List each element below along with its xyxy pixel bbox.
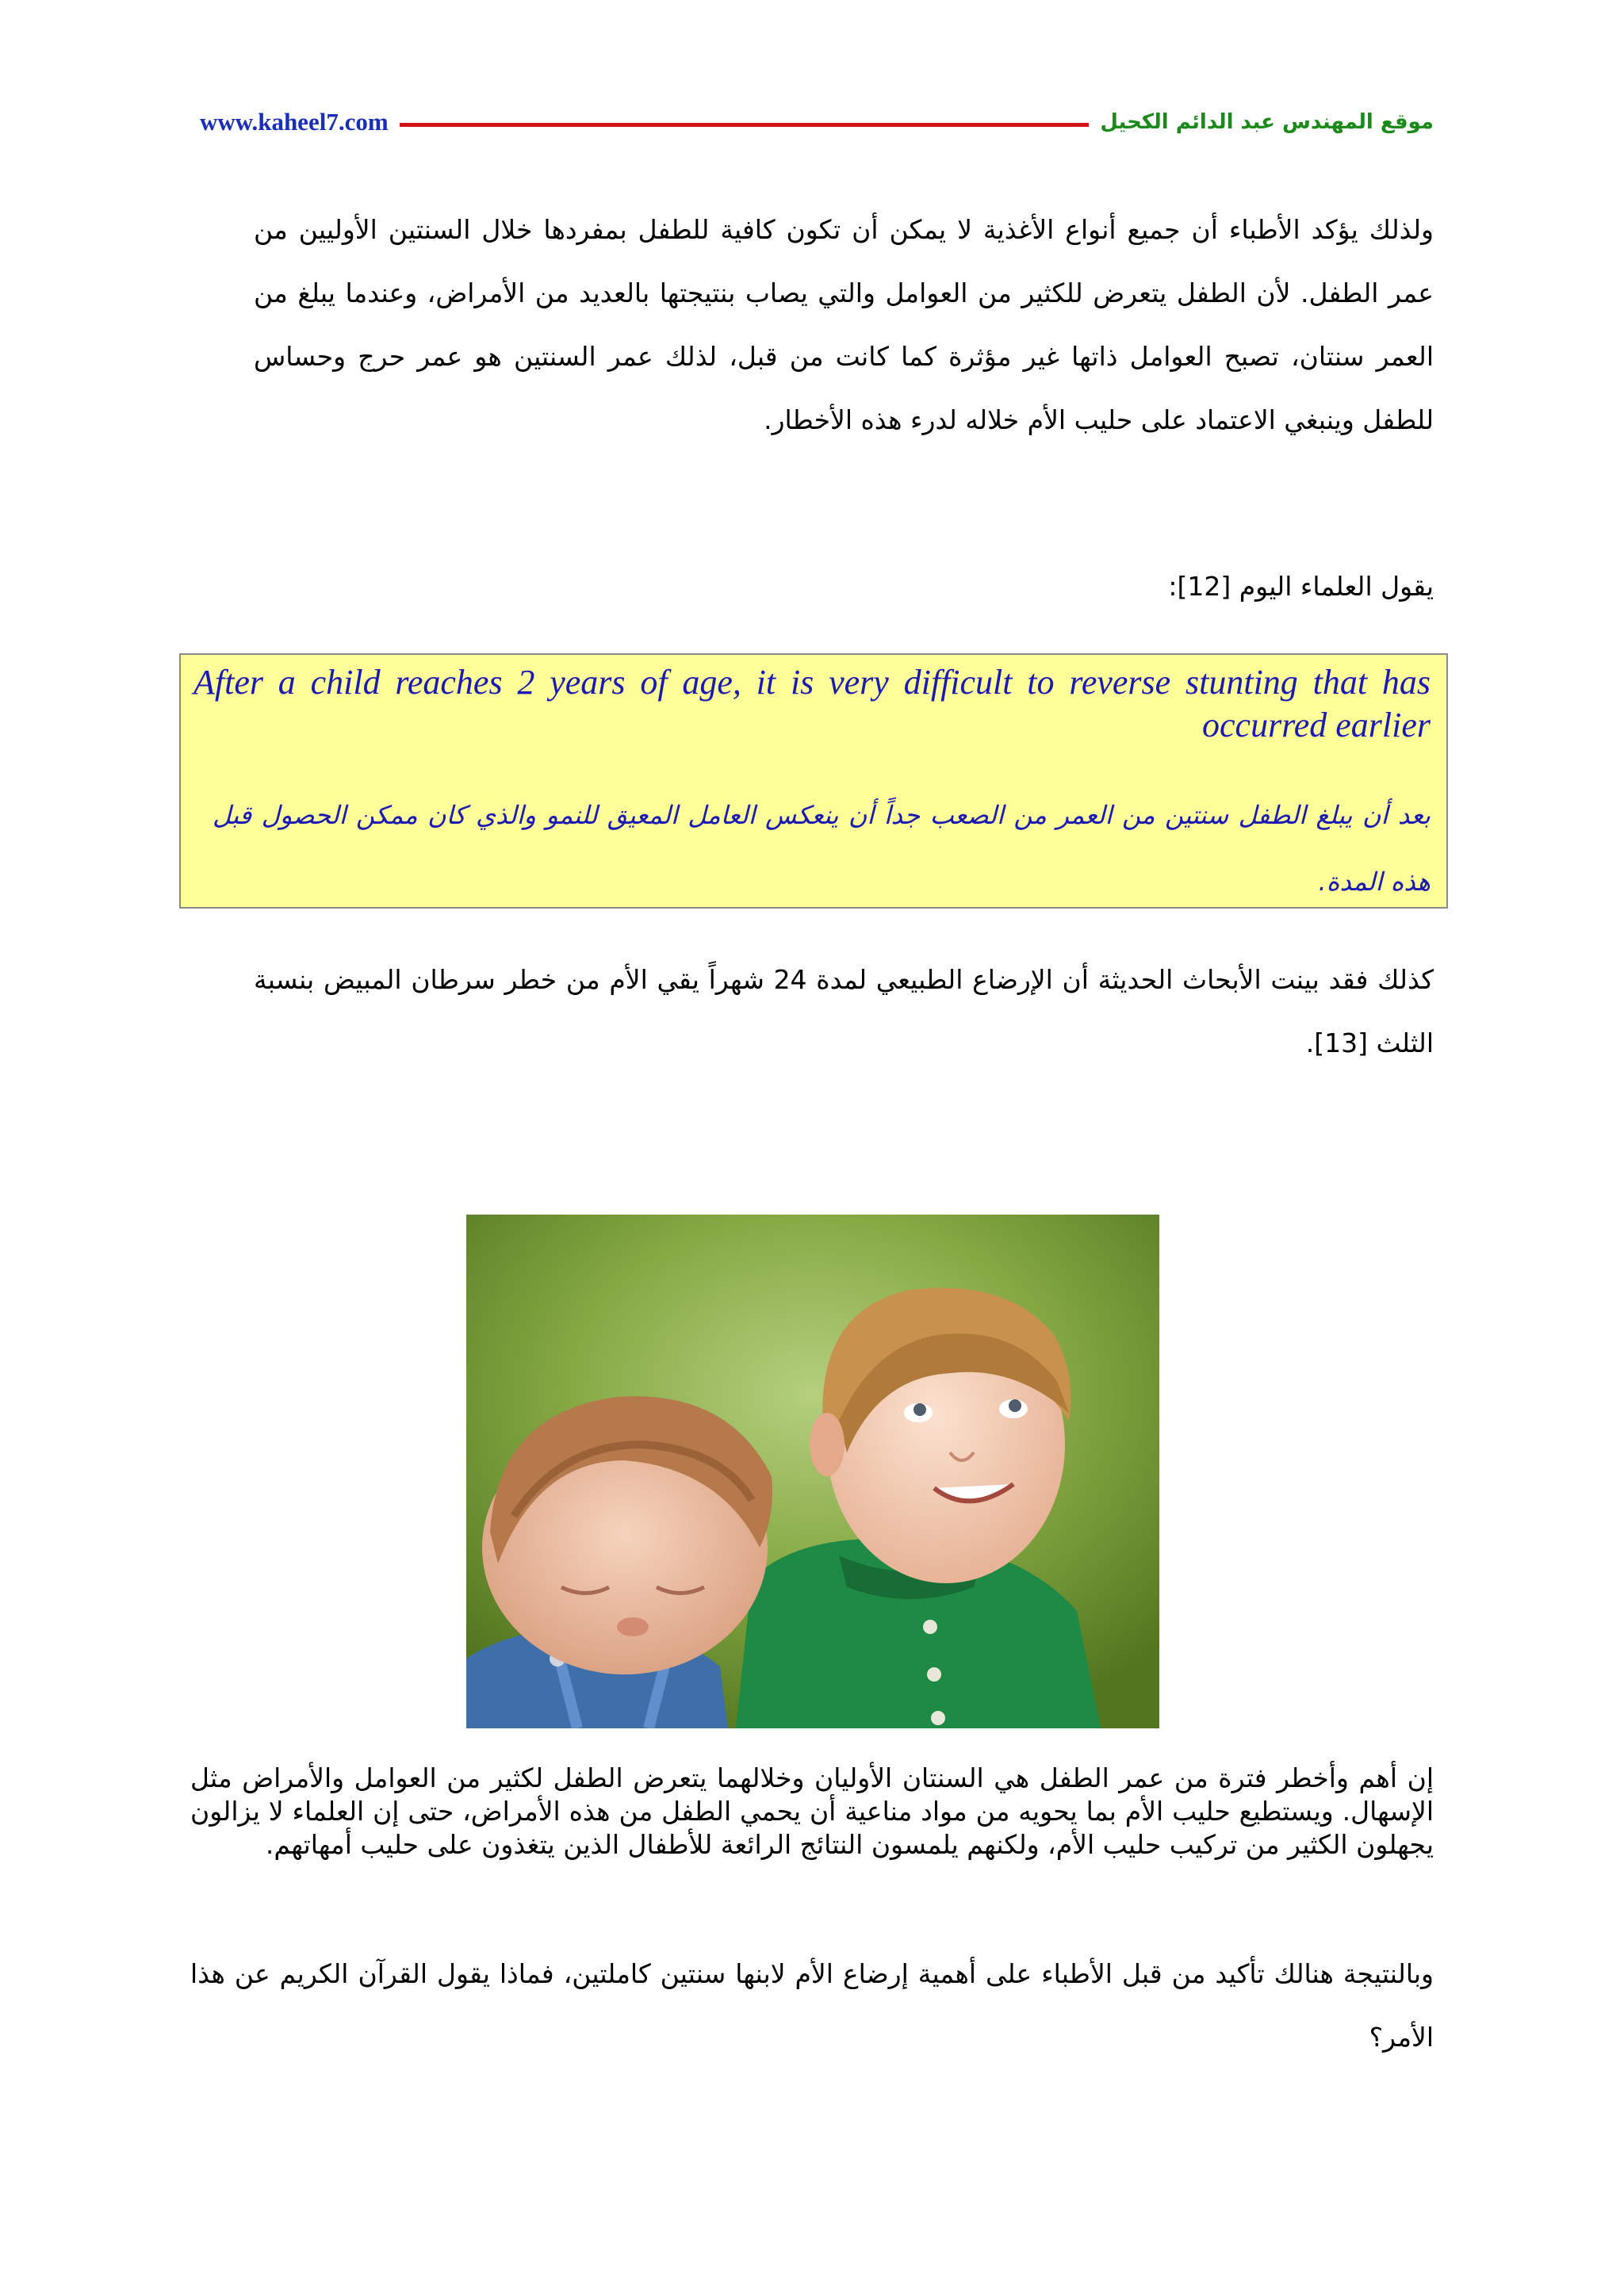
quote-arabic: بعد أن يبلغ الطفل سنتين من العمر من الصعب جداً أن ينعكس العامل المعيق للنمو والذي كان ممكن الحصول قبل هذه المدة. (213, 800, 1431, 897)
header-divider (400, 123, 1090, 127)
quote-box (179, 653, 1448, 909)
children-photo (466, 1215, 1159, 1728)
paragraph-scientists-say: يقول العلماء اليوم [12]: (1168, 571, 1434, 602)
site-url-link[interactable]: www.kaheel7.com (200, 108, 389, 136)
site-name: موقع المهندس عبد الدائم الكحيل (1100, 110, 1434, 134)
paragraph-critical-period: إن أهم وأخطر فترة من عمر الطفل هي السنتان الأوليان وخلالهما يتعرض الطفل لكثير من العوامل والأمراض مثل الإسهال. ويستطيع حليب الأم بما يحويه من مواد مناعية أن يحمي الطفل من هذه الأمراض، حتى إن العلماء لا يزالون يجهلون الكثير من تركيب حليب الأم، ولكنهم يلمسون النتائج الرائعة للأطفال الذين يتغذون على حليب أمهاتهم. (190, 1762, 1434, 1860)
quote-english: After a child reaches 2 years of age, it is very difficult to reverse stunting that has occurred earlier (193, 663, 1431, 744)
children-photo-illustration (466, 1215, 1159, 1728)
page-header (200, 103, 1434, 141)
paragraph-research-findings: كذلك فقد بينت الأبحاث الحديثة أن الإرضاع الطبيعي لمدة 24 شهراً يقي الأم من خطر سرطان المبيض بنسبة الثلث [13]. (254, 964, 1434, 1058)
paragraph-conclusion: وبالنتيجة هنالك تأكيد من قبل الأطباء على أهمية إرضاع الأم لابنها سنتين كاملتين، فماذا يقول القرآن الكريم عن هذا الأمر؟ (190, 1958, 1434, 2053)
paragraph-doctors-confirm: ولذلك يؤكد الأطباء أن جميع أنواع الأغذية لا يمكن أن تكون كافية للطفل بمفردها خلال السنتين الأوليين من عمر الطفل. لأن الطفل يتعرض للكثير من العوامل والتي يصاب بنتيجتها بالعديد من الأمراض، وعندما يبلغ من العمر سنتان، تصبح العوامل ذاتها غير مؤثرة كما كانت من قبل، لذلك عمر السنتين هو عمر حرج وحساس للطفل وينبغي الاعتماد على حليب الأم خلاله لدرء هذه الأخطار. (254, 214, 1434, 435)
